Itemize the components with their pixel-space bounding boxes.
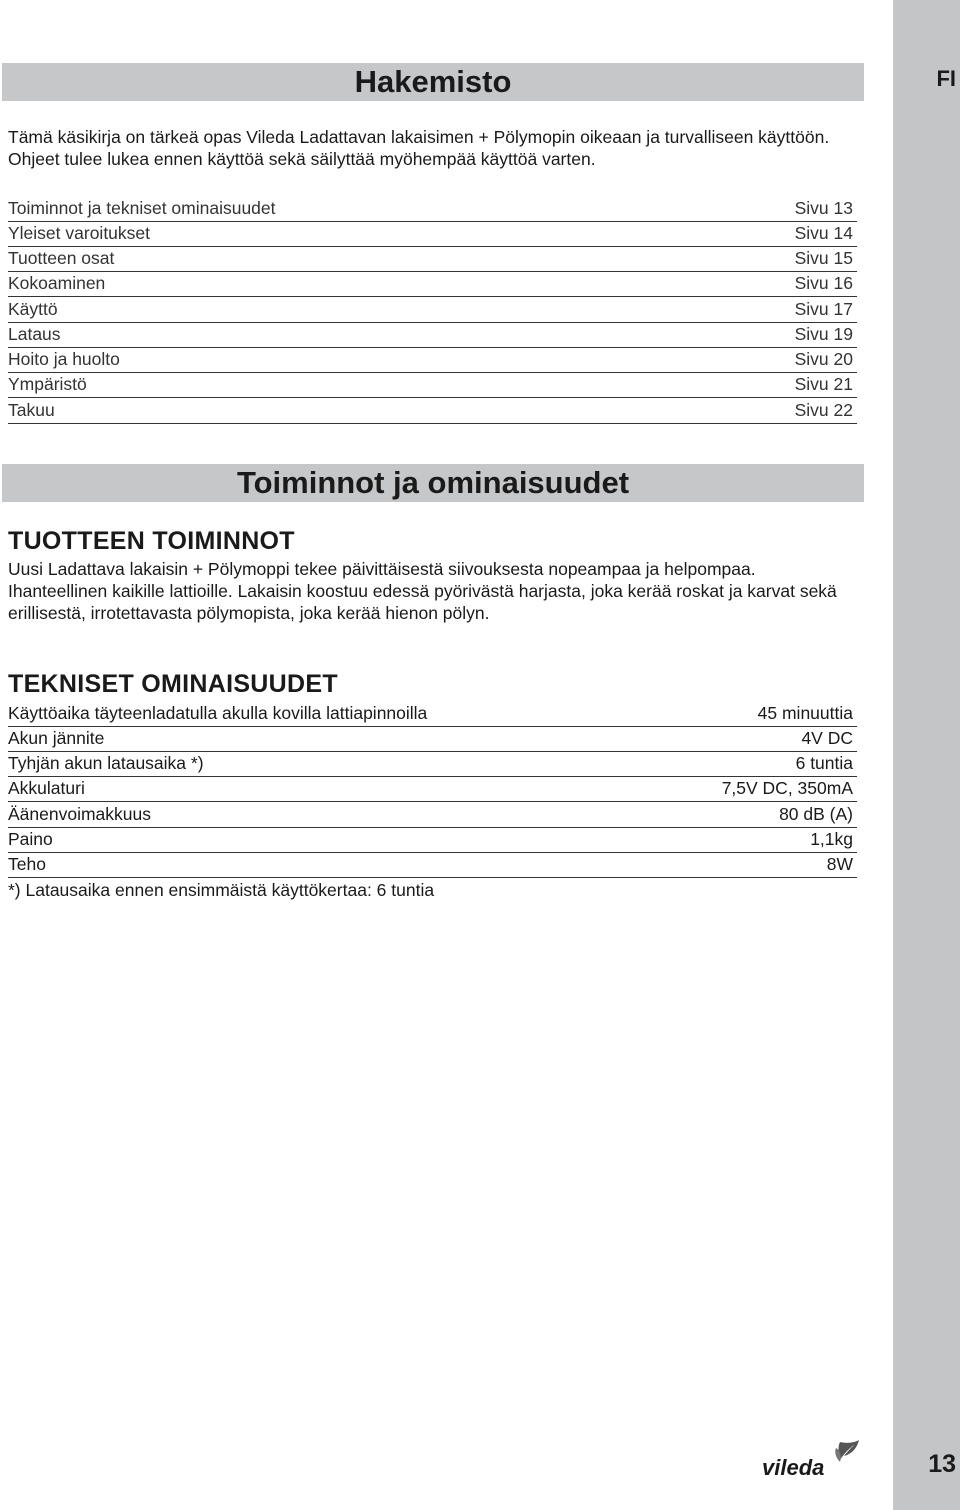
toc-row [8,347,857,373]
toc-label: Ympäristö [8,374,87,394]
spec-label: Tyhjän akun latausaika *) [8,753,204,773]
vileda-logo [760,1440,860,1480]
toc-label: Toiminnot ja tekniset ominaisuudet [8,198,276,218]
toc-label: Takuu [8,400,55,420]
product-features-heading: TUOTTEEN TOIMINNOT [8,527,295,555]
language-tab: FI [936,66,956,91]
toc-label: Lataus [8,324,61,344]
spec-row [8,751,857,777]
toc-page: Sivu 22 [794,400,853,420]
toc-label: Yleiset varoitukset [8,223,151,243]
toc-page: Sivu 15 [794,248,853,268]
toc-row [8,196,857,222]
toc-page: Sivu 13 [794,198,853,218]
side-strip [893,0,960,1510]
spec-value: 1,1kg [810,829,853,849]
toc-page: Sivu 20 [794,349,853,369]
toc-row [8,398,857,424]
spec-label: Paino [8,829,53,849]
brand-wordmark: vileda [762,1455,825,1480]
intro-line-2: Ohjeet tulee lukea ennen käyttöä sekä säilyttää myöhempää käyttöä varten. [8,149,596,169]
toc-page: Sivu 14 [794,223,853,243]
spec-row [8,802,857,828]
spec-value: 4V DC [801,728,853,748]
spec-label: Akkulaturi [8,778,85,798]
spec-row [8,776,857,802]
toc-label: Hoito ja huolto [8,349,120,369]
page-number: 13 [928,1450,956,1478]
spec-row [8,827,857,853]
toc-label: Tuotteen osat [8,248,115,268]
index-title: Hakemisto [354,64,512,99]
toc-label: Kokoaminen [8,273,106,293]
toc-page: Sivu 17 [794,299,853,319]
spec-value: 8W [826,854,853,874]
spec-value: 6 tuntia [795,753,853,773]
toc-row [8,372,857,398]
spec-value: 45 minuuttia [757,703,853,723]
toc-row [8,221,857,247]
features-title: Toiminnot ja ominaisuudet [236,465,630,500]
spec-row [8,726,857,752]
spec-label: Äänenvoimakkuus [8,804,151,824]
product-features-text: Uusi Ladattava lakaisin + Pölymoppi tekee päivittäisestä siivouksesta nopeampaa ja helpompaa. Ihanteellinen kaikille lattioille. Lakaisin koostuu edessä pyörivästä harjasta, joka kerää roskat ja karvat sekä erillisestä, irrotettavasta pölymopista, joka kerää hienon pölyn. [8,559,837,623]
spec-label: Käyttöaika täyteenladatulla akulla kovilla lattiapinnoilla [8,703,428,723]
intro-line-1: Tämä käsikirja on tärkeä opas Vileda Ladattavan lakaisimen + Pölymopin oikeaan ja turvalliseen käyttöön. [8,127,830,147]
intro-text [8,126,858,170]
toc-page: Sivu 21 [794,374,853,394]
toc-page: Sivu 16 [794,273,853,293]
toc-label: Käyttö [8,299,58,319]
spec-value: 7,5V DC, 350mA [721,778,853,798]
spec-label: Teho [8,854,46,874]
technical-heading: TEKNISET OMINAISUUDET [8,670,338,698]
spec-label: Akun jännite [8,728,105,748]
spec-row [8,852,857,878]
spec-value: 80 dB (A) [779,804,853,824]
toc-row [8,271,857,297]
toc-row [8,322,857,348]
leaf-icon [835,1440,859,1462]
footnote: *) Latausaika ennen ensimmäistä käyttökertaa: 6 tuntia [8,880,435,900]
spec-row [8,701,857,727]
toc-page: Sivu 19 [794,324,853,344]
toc-row [8,297,857,323]
toc-row [8,246,857,272]
